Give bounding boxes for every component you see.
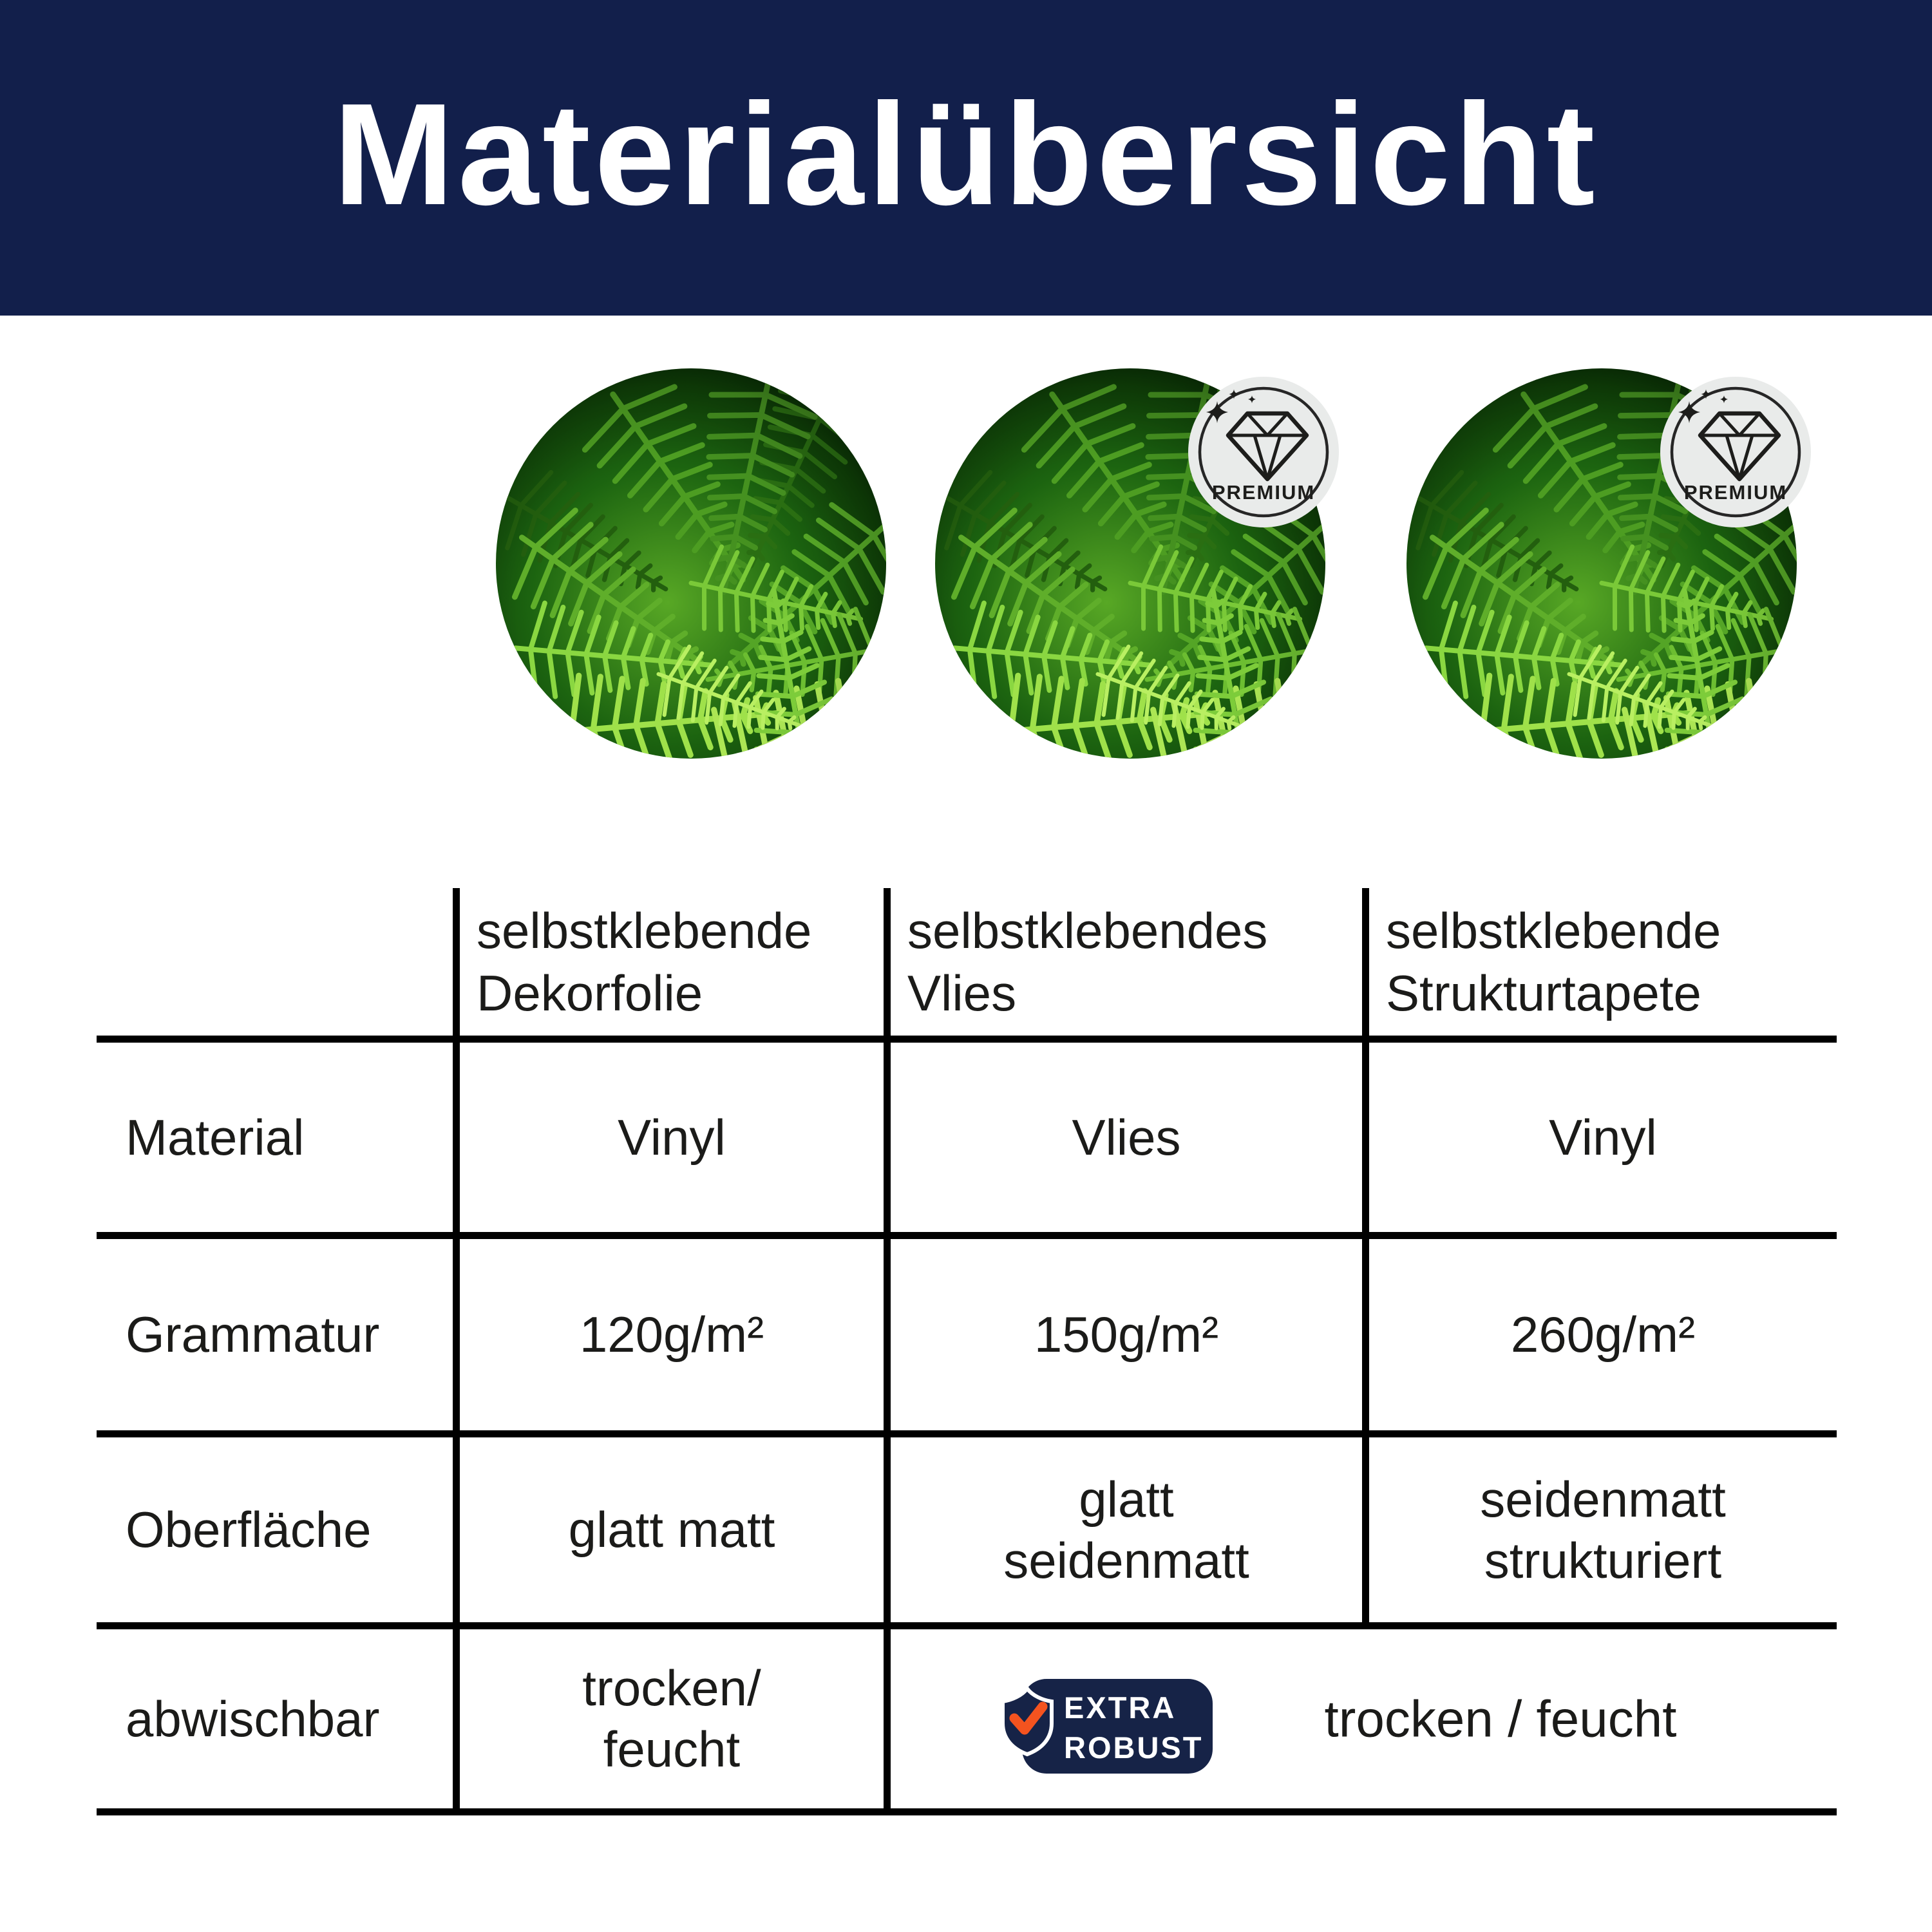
row-label-oberflaeche: Oberfläche [97,1430,453,1622]
premium-badge-1 [1188,376,1340,528]
merged-wipe-value: trocken / feucht [1324,1690,1677,1748]
column-header-dekorfolie: selbstklebende Dekorfolie [453,888,884,1036]
premium-badge-2 [1660,376,1812,528]
cell-oberflaeche-vlies: glatt seidenmatt [884,1430,1362,1622]
column-header-strukturtapete: selbstklebende Strukturtapete [1362,888,1837,1036]
cell-material-dekorfolie: Vinyl [453,1036,884,1232]
premium-badge-circle [1188,377,1339,527]
row-label-abwischbar: abwischbar [97,1622,453,1815]
premium-label: PREMIUM [1683,481,1788,504]
table-corner-empty [97,888,453,1036]
cell-oberflaeche-dekorfolie: glatt matt [453,1430,884,1622]
robust-label-line2: ROBUST [1064,1730,1204,1765]
cell-grammatur-dekorfolie: 120g/m² [453,1232,884,1430]
row-label-grammatur: Grammatur [97,1232,453,1430]
shield-check-icon [1003,1689,1052,1754]
cell-material-strukturtapete: Vinyl [1362,1036,1837,1232]
cell-abwischbar-dekorfolie: trocken/ feucht [453,1622,884,1815]
fern-image-1 [487,363,938,821]
material-table [97,888,1837,1815]
cell-grammatur-vlies: 150g/m² [884,1232,1362,1430]
premium-label: PREMIUM [1211,481,1316,504]
robust-label-line1: EXTRA [1064,1690,1177,1725]
page-title: Materialübersicht [333,72,1599,235]
extra-robust-badge [992,1674,1217,1777]
column-header-vlies: selbstklebendes Vlies [884,888,1362,1036]
row-label-material: Material [97,1036,453,1232]
cell-oberflaeche-strukturtapete: seidenmatt strukturiert [1362,1430,1837,1622]
cell-grammatur-strukturtapete: 260g/m² [1362,1232,1837,1430]
cell-abwischbar-merged [884,1622,1837,1815]
cell-material-vlies: Vlies [884,1036,1362,1232]
